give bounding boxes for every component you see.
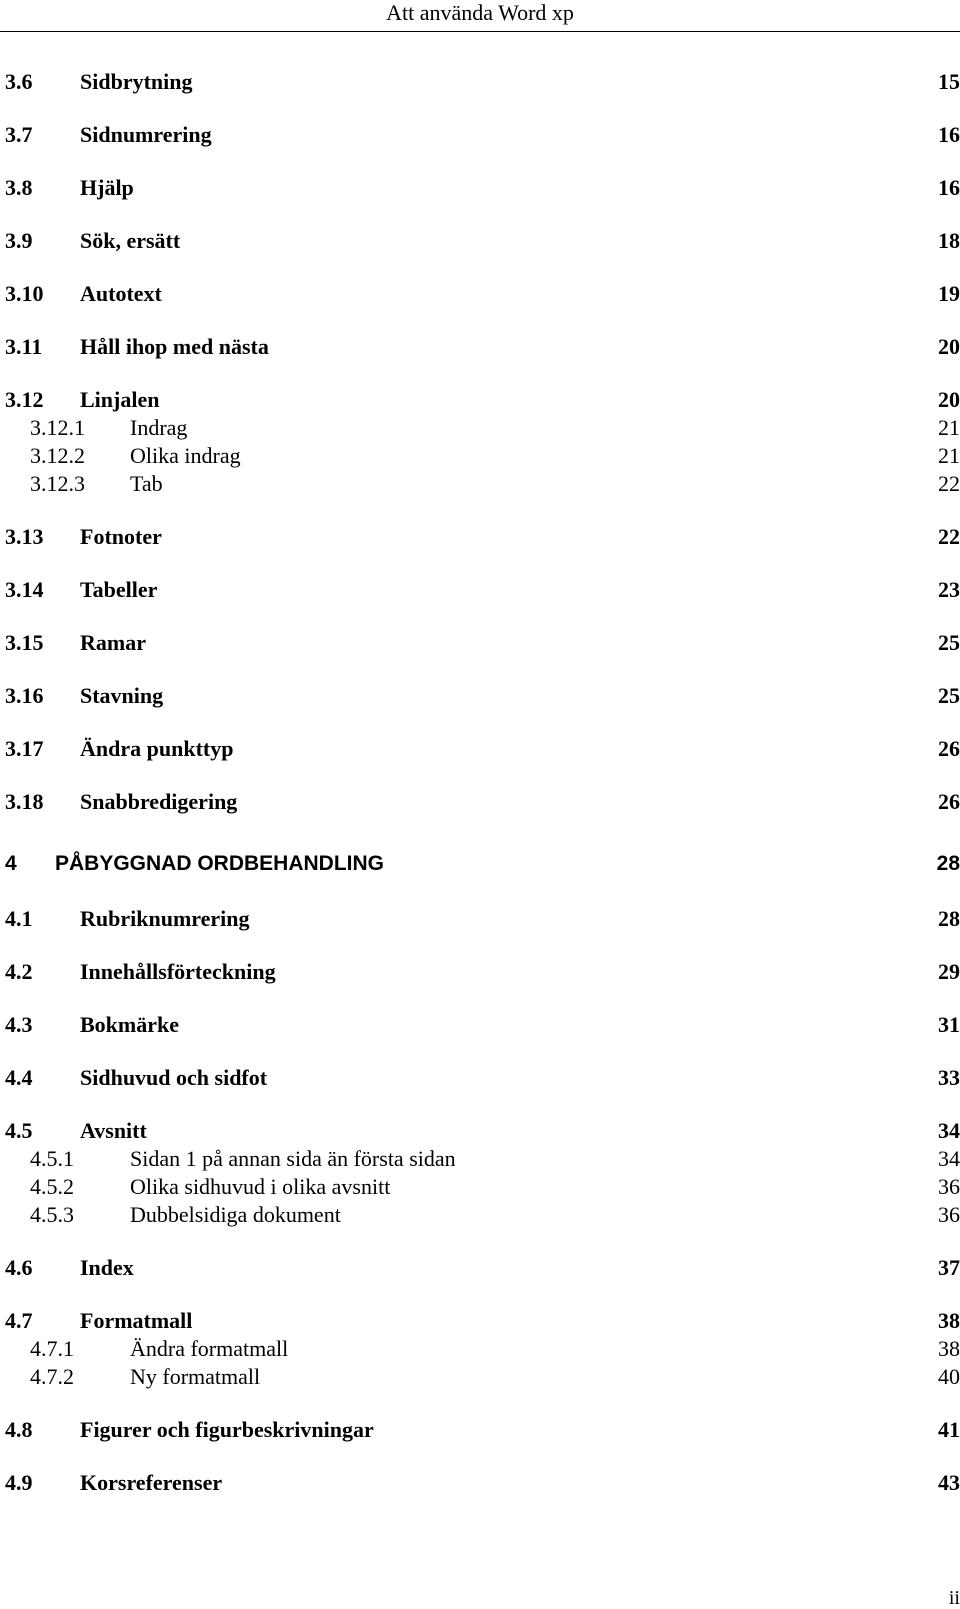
- toc-entry-number: 4.2: [5, 959, 33, 984]
- toc-entry[interactable]: [0, 441, 960, 471]
- toc-entry-number: 4.4: [5, 1065, 33, 1090]
- toc-entry-title: Stavning: [80, 683, 164, 708]
- toc-entry-title: Autotext: [80, 281, 162, 306]
- toc-entry[interactable]: [0, 522, 960, 552]
- toc-entry-page: 36: [938, 1174, 960, 1199]
- toc-entry-number: 4.7: [5, 1308, 33, 1333]
- toc-entry[interactable]: [0, 1468, 960, 1498]
- toc-entry-number: 4.1: [5, 906, 33, 931]
- toc-entry-number: 4.5: [5, 1118, 33, 1143]
- toc-entry-page: 20: [938, 334, 960, 359]
- toc-entry-page: 29: [938, 959, 960, 984]
- toc-entry[interactable]: [0, 1172, 960, 1202]
- toc-entry-number: 3.6: [5, 69, 33, 94]
- toc-entry-number: 4.7.1: [30, 1336, 74, 1361]
- toc-entry-title: Innehållsförteckning: [80, 959, 276, 984]
- toc-entry[interactable]: [0, 1116, 960, 1146]
- toc-entry-number: 4: [5, 852, 17, 875]
- toc-entry[interactable]: [0, 1063, 960, 1093]
- toc-entry-page: 28: [936, 852, 960, 875]
- toc-entry-page: 38: [938, 1336, 960, 1361]
- toc-entry-number: 4.3: [5, 1012, 33, 1037]
- toc-entry-title: Indrag: [130, 415, 188, 440]
- toc-entry-page: 15: [938, 69, 960, 94]
- toc-entry[interactable]: [0, 226, 960, 256]
- toc-entry-page: 23: [938, 577, 960, 602]
- toc-entry-page: 20: [938, 387, 960, 412]
- toc-entry-page: 34: [938, 1118, 960, 1143]
- toc-entry-page: 41: [938, 1417, 960, 1442]
- toc-entry-number: 4.6: [5, 1255, 33, 1280]
- toc-entry[interactable]: [0, 575, 960, 605]
- toc-entry-title: Sidnumrering: [80, 122, 212, 147]
- toc-entry-page: 18: [938, 228, 960, 253]
- toc-entry[interactable]: [0, 1144, 960, 1174]
- toc-entry-title: Snabbredigering: [80, 789, 238, 814]
- toc-entry-title: Fotnoter: [80, 524, 162, 549]
- page-header: [0, 0, 960, 32]
- toc-entry-title: Ändra formatmall: [130, 1336, 289, 1361]
- toc-entry-title: Dubbelsidiga dokument: [130, 1202, 341, 1227]
- toc-entry-number: 3.16: [5, 683, 44, 708]
- toc-entry-number: 3.17: [5, 736, 44, 761]
- toc-entry-number: 3.9: [5, 228, 33, 253]
- toc-entry-page: 31: [938, 1012, 960, 1037]
- toc-entry-title: Håll ihop med nästa: [80, 334, 269, 359]
- toc-entry[interactable]: [0, 413, 960, 443]
- toc-entry-page: 26: [938, 736, 960, 761]
- toc-entry-number: 3.12.3: [30, 471, 85, 496]
- toc-entry-title: Tab: [130, 471, 163, 496]
- toc-entry-number: 3.15: [5, 630, 44, 655]
- toc-entry-title: Korsreferenser: [80, 1470, 223, 1495]
- toc-entry[interactable]: [0, 681, 960, 711]
- toc-entry-page: 36: [938, 1202, 960, 1227]
- toc-entry-page: 25: [938, 683, 960, 708]
- toc-entry-title: Figurer och figurbeskrivningar: [80, 1417, 374, 1442]
- toc-entry-title: Bokmärke: [80, 1012, 179, 1037]
- toc-entry-title: Hjälp: [80, 175, 134, 200]
- toc-entry[interactable]: [0, 1334, 960, 1364]
- toc-entry[interactable]: [0, 67, 960, 97]
- toc-entry[interactable]: [0, 469, 960, 499]
- toc-entry-page: 21: [938, 415, 960, 440]
- toc-entry-number: 3.7: [5, 122, 33, 147]
- toc-entry[interactable]: [0, 385, 960, 415]
- toc-entry-number: 4.5.2: [30, 1174, 74, 1199]
- toc-entry-number: 3.12.2: [30, 443, 85, 468]
- page-number: ii: [948, 1587, 960, 1609]
- toc-entry-title: Ändra punkttyp: [80, 736, 234, 761]
- toc-entry[interactable]: [0, 1415, 960, 1445]
- toc-entry-page: 22: [938, 524, 960, 549]
- toc-entry-page: 37: [938, 1255, 960, 1280]
- toc-entry-number: 4.5.3: [30, 1202, 74, 1227]
- toc-entry[interactable]: [0, 173, 960, 203]
- toc-entry-title: Rubriknumrering: [80, 906, 250, 931]
- toc-entry-title: Index: [80, 1255, 134, 1280]
- toc-entry-number: 4.8: [5, 1417, 33, 1442]
- toc-entry-page: 34: [938, 1146, 960, 1171]
- toc-entry-number: 3.8: [5, 175, 33, 200]
- toc-entry-title: Sidhuvud och sidfot: [80, 1065, 268, 1090]
- toc-entry-page: 40: [938, 1364, 960, 1389]
- toc-entry-title: Olika indrag: [130, 443, 241, 468]
- toc-entry[interactable]: [0, 1253, 960, 1283]
- toc-entry[interactable]: [0, 1362, 960, 1392]
- toc-entry-page: 21: [938, 443, 960, 468]
- toc-entry-number: 3.13: [5, 524, 44, 549]
- toc-entry-title: Formatmall: [80, 1308, 193, 1333]
- toc-entry-page: 33: [938, 1065, 960, 1090]
- toc-entry[interactable]: [0, 332, 960, 362]
- toc-entry-page: 26: [938, 789, 960, 814]
- toc-entry-page: 16: [938, 122, 960, 147]
- toc-entry-number: 3.14: [5, 577, 44, 602]
- toc-entry[interactable]: [0, 120, 960, 150]
- toc-entry-title: Linjalen: [80, 387, 160, 412]
- toc-entry-page: 28: [938, 906, 960, 931]
- toc-entry-number: 3.12: [5, 387, 44, 412]
- toc-entry[interactable]: [0, 1010, 960, 1040]
- toc-entry-number: 3.10: [5, 281, 44, 306]
- toc-entry-number: 3.12.1: [30, 415, 85, 440]
- toc-entry-title: Olika sidhuvud i olika avsnitt: [130, 1174, 391, 1199]
- toc-entry-title: Ramar: [80, 630, 146, 655]
- toc-entry-title: Ny formatmall: [130, 1364, 261, 1389]
- toc-entry[interactable]: [0, 1306, 960, 1336]
- toc-entry-page: 16: [938, 175, 960, 200]
- toc-entry-title: PÅBYGGNAD ORDBEHANDLING: [55, 852, 385, 875]
- toc-entry[interactable]: [0, 957, 960, 987]
- toc-entry-page: 19: [938, 281, 960, 306]
- toc-entry[interactable]: [0, 904, 960, 934]
- toc-entry-page: 22: [938, 471, 960, 496]
- toc-entry[interactable]: [0, 787, 960, 817]
- toc-entry-title: Sidbrytning: [80, 69, 193, 94]
- toc-entry-page: 38: [938, 1308, 960, 1333]
- toc-entry-page: 43: [938, 1470, 960, 1495]
- toc-entry-title: Sidan 1 på annan sida än första sidan: [130, 1146, 456, 1171]
- toc-entry[interactable]: [0, 279, 960, 309]
- toc-entry-number: 3.18: [5, 789, 44, 814]
- toc-entry-number: 4.9: [5, 1470, 33, 1495]
- document-title: Att använda Word xp: [386, 0, 574, 25]
- toc-entry-number: 4.5.1: [30, 1146, 74, 1171]
- toc-entry[interactable]: [0, 734, 960, 764]
- toc-entry-page: 25: [938, 630, 960, 655]
- toc-entry[interactable]: [0, 1200, 960, 1230]
- toc-entry[interactable]: [0, 849, 960, 879]
- toc-entry-title: Avsnitt: [80, 1118, 147, 1143]
- toc-entry[interactable]: [0, 628, 960, 658]
- toc-entry-title: Sök, ersätt: [80, 228, 181, 253]
- toc-entry-title: Tabeller: [80, 577, 158, 602]
- toc-entry-number: 4.7.2: [30, 1364, 74, 1389]
- toc-entry-number: 3.11: [5, 334, 43, 359]
